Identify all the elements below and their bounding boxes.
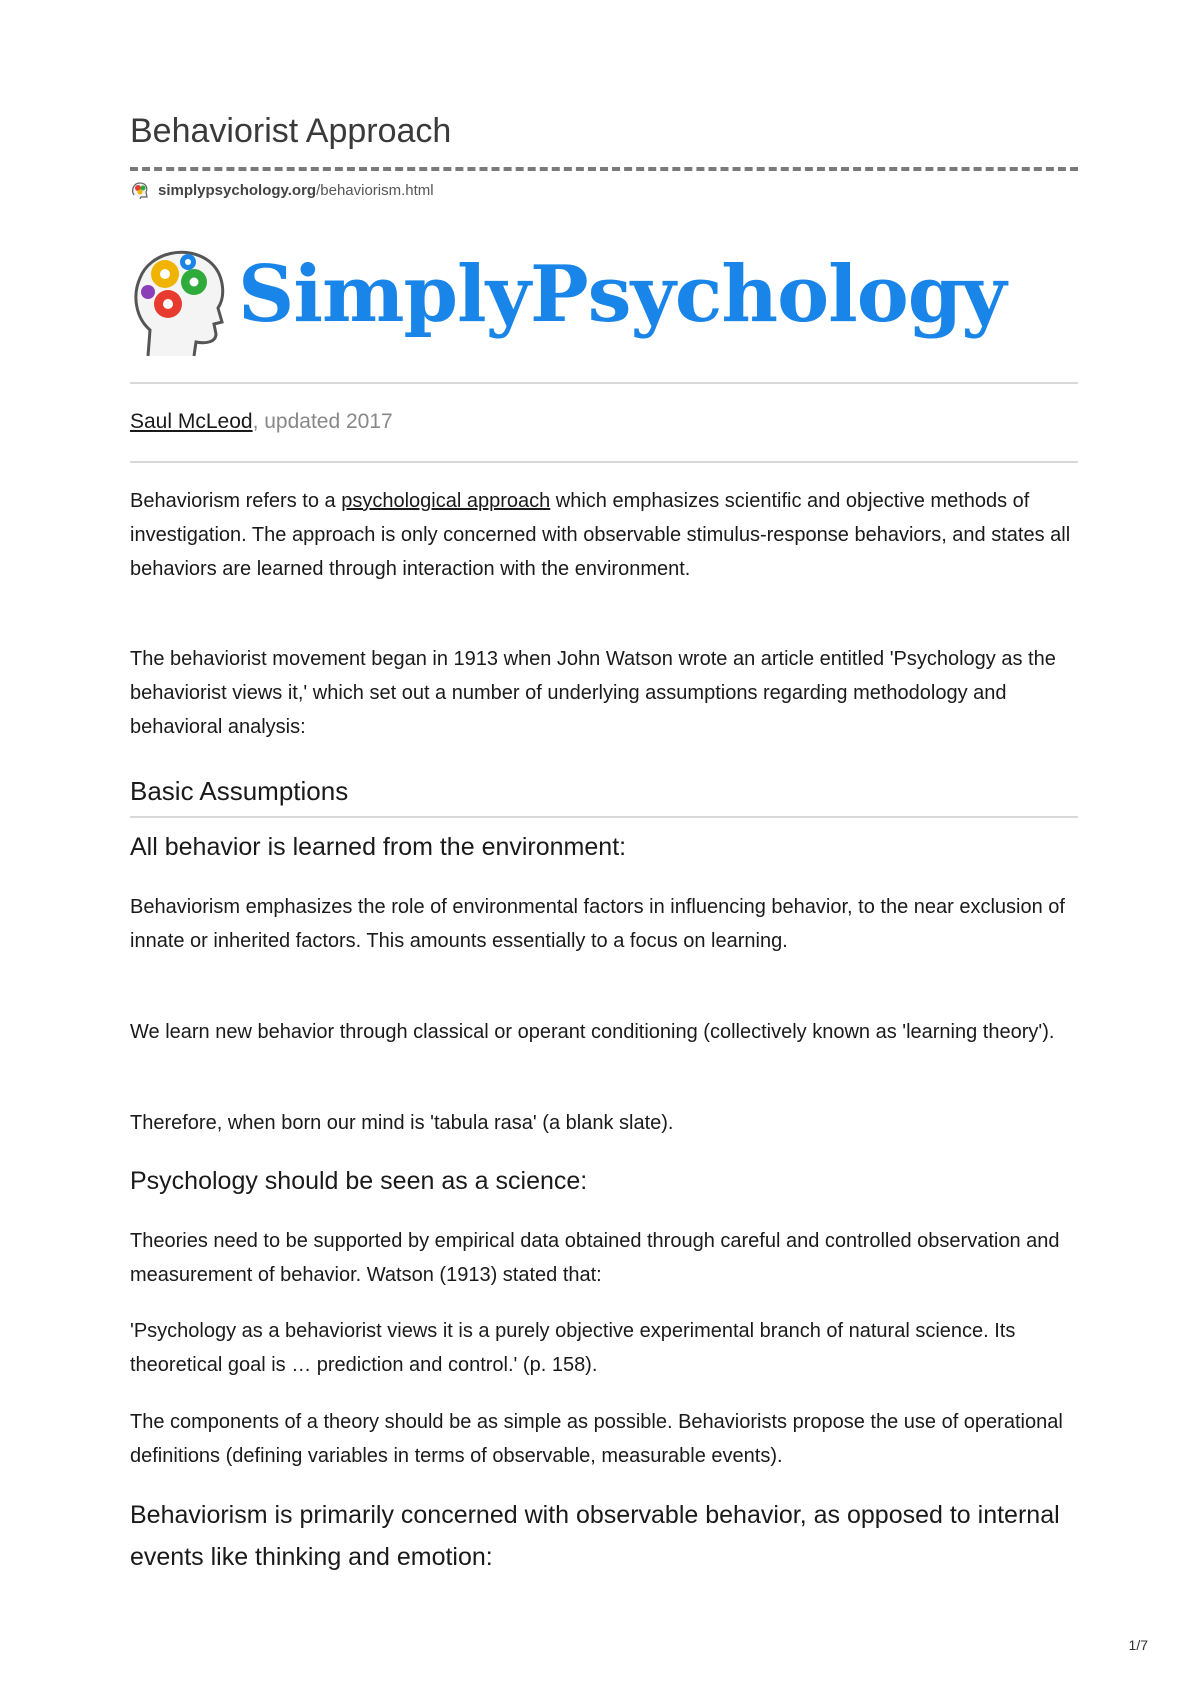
head-gears-icon xyxy=(130,242,230,360)
intro-paragraph-2: The behaviorist movement began in 1913 when John Watson wrote an article entitled 'Psychology as the behaviorist views it,' which set out a number of underlying assumptions regarding methodology and behavioral analysis: xyxy=(130,648,1056,738)
source-domain: simplypsychology.org xyxy=(158,181,317,199)
assumption-1-paragraph-2: We learn new behavior through classical or operant conditioning (collectively known as 'learning theory'). xyxy=(130,1021,1055,1043)
simplypsychology-logo xyxy=(130,242,1078,362)
source-link[interactable] xyxy=(130,180,434,200)
assumption-2-quote: 'Psychology as a behaviorist views it is a purely objective experimental branch of natural science. Its theoretical goal is … prediction and control.' (p. 158). xyxy=(130,1320,1016,1376)
intro-paragraph-1: Behaviorism refers to a psychological approach which emphasizes scientific and objective methods of investigation. The approach is only concerned with observable stimulus-response behaviors, and states all behaviors are learned through interaction with the environment. xyxy=(130,490,1071,580)
assumption-2-paragraph-1: Theories need to be supported by empirical data obtained through careful and controlled observation and measurement of behavior. Watson (1913) stated that: xyxy=(130,1230,1060,1286)
brain-gears-icon xyxy=(130,180,150,200)
section-divider xyxy=(130,816,1078,818)
source-path: /behaviorism.html xyxy=(316,181,434,199)
byline xyxy=(130,410,393,434)
page-title: Behaviorist Approach xyxy=(130,112,452,150)
page-number: 1/7 xyxy=(1128,1637,1148,1653)
assumption-2-paragraph-3: The components of a theory should be as simple as possible. Behaviorists propose the use of operational definitions (defining variables in terms of observable, measurable events). xyxy=(130,1411,1063,1467)
logo-divider xyxy=(130,382,1078,384)
title-dashed-divider xyxy=(130,167,1078,171)
author-link[interactable]: Saul McLeod xyxy=(130,410,253,433)
updated-date: , updated 2017 xyxy=(252,410,393,433)
assumption-1-heading: All behavior is learned from the environment: xyxy=(130,833,627,861)
logo-wordmark: SimplyPsychology xyxy=(238,249,1006,340)
assumption-1-paragraph-3: Therefore, when born our mind is 'tabula rasa' (a blank slate). xyxy=(130,1112,674,1134)
byline-divider xyxy=(130,461,1078,463)
section-heading-basic-assumptions: Basic Assumptions xyxy=(130,776,349,806)
assumption-2-heading: Psychology should be seen as a science: xyxy=(130,1167,588,1195)
psychological-approach-link[interactable]: psychological approach xyxy=(341,490,551,512)
assumption-3-heading: Behaviorism is primarily concerned with observable behavior, as opposed to internal events like thinking and emotion: xyxy=(130,1501,1060,1571)
assumption-1-paragraph-1: Behaviorism emphasizes the role of environmental factors in influencing behavior, to the near exclusion of innate or inherited factors. This amounts essentially to a focus on learning. xyxy=(130,896,1065,952)
